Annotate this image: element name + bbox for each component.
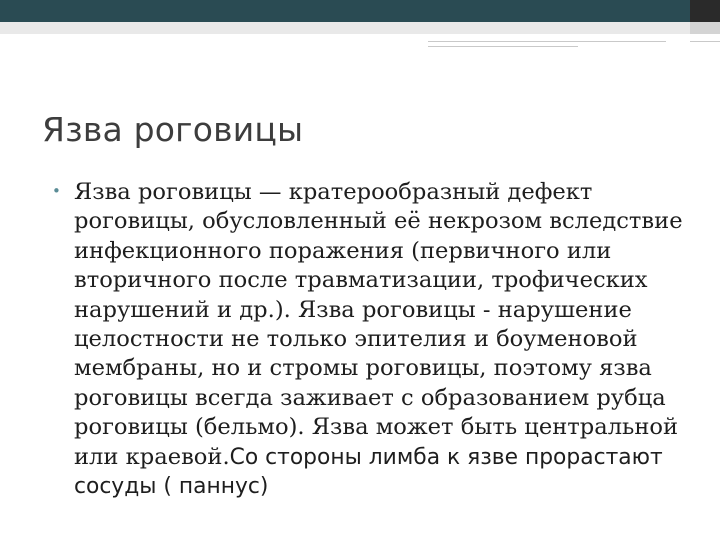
decorative-rule — [690, 41, 720, 42]
decorative-rule — [428, 41, 666, 42]
bullet-paragraph — [74, 178, 692, 501]
slide-body — [52, 178, 692, 501]
header-bar-corner — [690, 0, 720, 22]
header-bar — [0, 0, 720, 22]
paragraph-text-tail: Со стороны лимба к язве прорастают сосуды ( паннус) — [74, 444, 663, 500]
paragraph-text: Язва роговицы — кратерообразный дефект роговицы, обусловленный её некрозом вследствие инфекционного поражения (первичного или вторичного после травматизации, трофических нарушений и др.). Язва роговицы - нарушение целостности не только эпителия и боуменовой мембраны, но и стромы роговицы, поэтому язва роговицы всегда заживает с образованием рубца роговицы (бельмо). Язва может быть центральной или краевой. — [74, 179, 683, 470]
slide-title: Язва роговицы — [42, 110, 304, 149]
header-band-corner — [690, 22, 720, 34]
bullet-icon: • — [52, 182, 61, 200]
decorative-rule — [428, 46, 578, 47]
header-band — [0, 22, 720, 34]
